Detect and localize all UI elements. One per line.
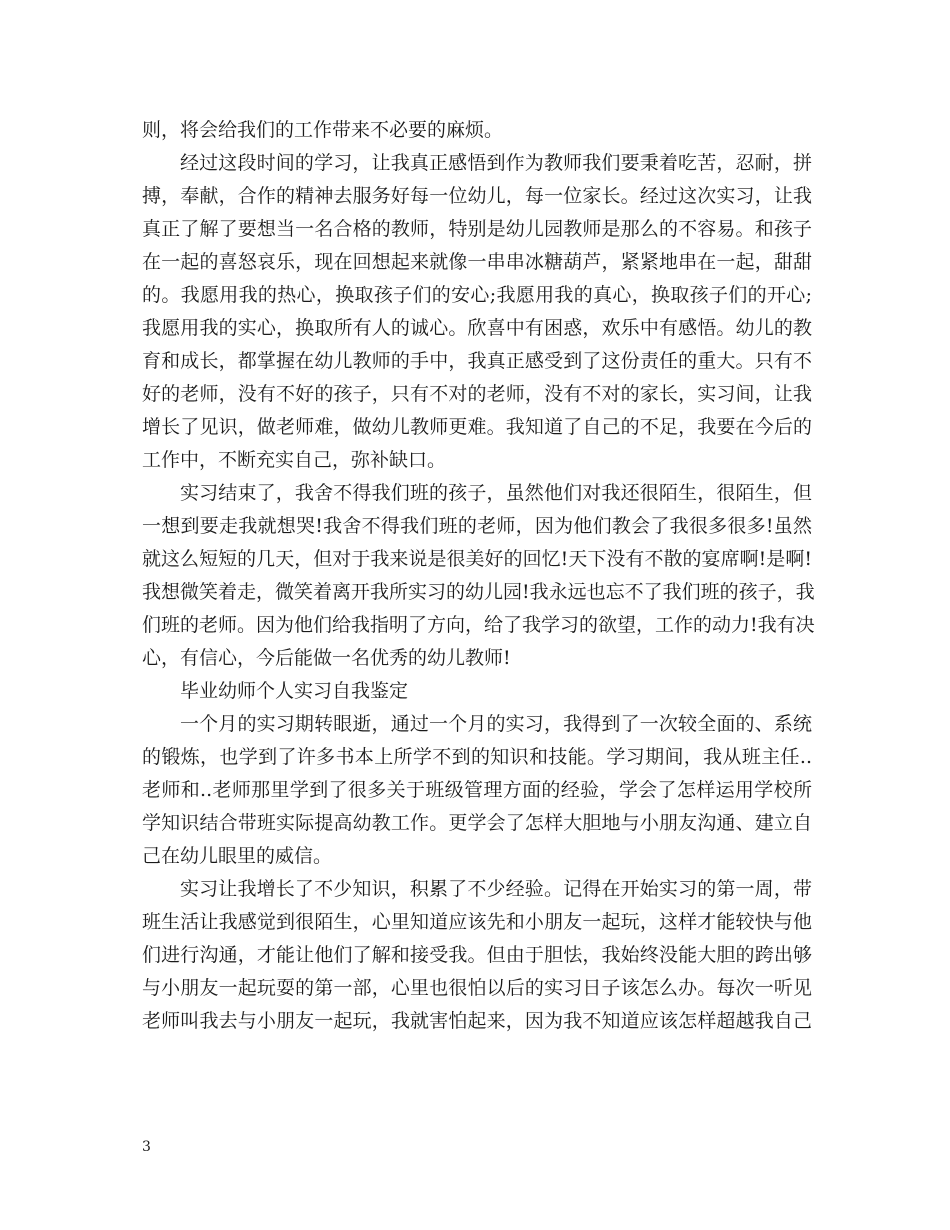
text-line: 实习让我增长了不少知识，积累了不少经验。记得在开始实习的第一周，带 — [180, 878, 812, 900]
text-line: 学知识结合带班实际提高幼教工作。更学会了怎样大胆地与小朋友沟通、建立自 — [142, 812, 812, 834]
text-line: 搏，奉献，合作的精神去服务好每一位幼儿，每一位家长。经过这次实习，让我 — [142, 185, 812, 207]
body-text — [142, 114, 815, 1038]
text-line: 增长了见识，做老师难，做幼儿教师更难。我知道了自己的不足，我要在今后的 — [142, 416, 812, 438]
section-heading: 毕业幼师个人实习自我鉴定 — [180, 680, 409, 702]
text-line: 育和成长，都掌握在幼儿教师的手中，我真正感受到了这份责任的重大。只有不 — [142, 350, 812, 372]
text-line: 己在幼儿眼里的威信。 — [142, 845, 333, 867]
text-line: 在一起的喜怒哀乐，现在回想起来就像一串串冰糖葫芦，紧紧地串在一起，甜甜 — [142, 251, 812, 273]
text-line: 一个月的实习期转眼逝，通过一个月的实习，我得到了一次较全面的、系统 — [180, 713, 812, 735]
text-line: 经过这段时间的学习，让我真正感悟到作为教师我们要秉着吃苦，忍耐，拼 — [180, 152, 812, 174]
text-line: 我想微笑着走，微笑着离开我所实习的幼儿园!我永远也忘不了我们班的孩子，我 — [142, 581, 815, 603]
text-line: 工作中，不断充实自己，弥补缺口。 — [142, 449, 447, 471]
text-line: 老师叫我去与小朋友一起玩，我就害怕起来，因为我不知道应该怎样超越我自己 — [142, 1010, 812, 1032]
page-number: 3 — [142, 1139, 151, 1155]
text-line: 就这么短短的几天，但对于我来说是很美好的回忆!天下没有不散的宴席啊!是啊! — [142, 548, 812, 570]
text-line: 班生活让我感觉到很陌生，心里知道应该先和小朋友一起玩，这样才能较快与他 — [142, 911, 812, 933]
text-line: 老师和..老师那里学到了很多关于班级管理方面的经验，学会了怎样运用学校所 — [142, 779, 812, 801]
text-line: 真正了解了要想当一名合格的教师，特别是幼儿园教师是那么的不容易。和孩子 — [142, 218, 812, 240]
text-line: 则，将会给我们的工作带来不必要的麻烦。 — [142, 119, 504, 141]
text-line: 与小朋友一起玩耍的第一部，心里也很怕以后的实习日子该怎么办。每次一听见 — [142, 977, 812, 999]
text-line: 们班的老师。因为他们给我指明了方向，给了我学习的欲望，工作的动力!我有决 — [142, 614, 815, 636]
text-line: 的。我愿用我的热心，换取孩子们的安心;我愿用我的真心，换取孩子们的开心; — [142, 284, 812, 306]
text-line: 一想到要走我就想哭!我舍不得我们班的老师，因为他们教会了我很多很多!虽然 — [142, 515, 812, 537]
text-line: 们进行沟通，才能让他们了解和接受我。但由于胆怯，我始终没能大胆的跨出够 — [142, 944, 812, 966]
text-line: 我愿用我的实心，换取所有人的诚心。欣喜中有困惑，欢乐中有感悟。幼儿的教 — [142, 317, 812, 339]
text-line: 实习结束了，我舍不得我们班的孩子，虽然他们对我还很陌生，很陌生，但 — [180, 482, 812, 504]
text-line: 的锻炼，也学到了许多书本上所学不到的知识和技能。学习期间，我从班主任.. — [142, 746, 812, 768]
text-line: 心，有信心，今后能做一名优秀的幼儿教师! — [142, 647, 511, 669]
text-line: 好的老师，没有不好的孩子，只有不对的老师，没有不对的家长，实习间，让我 — [142, 383, 812, 405]
